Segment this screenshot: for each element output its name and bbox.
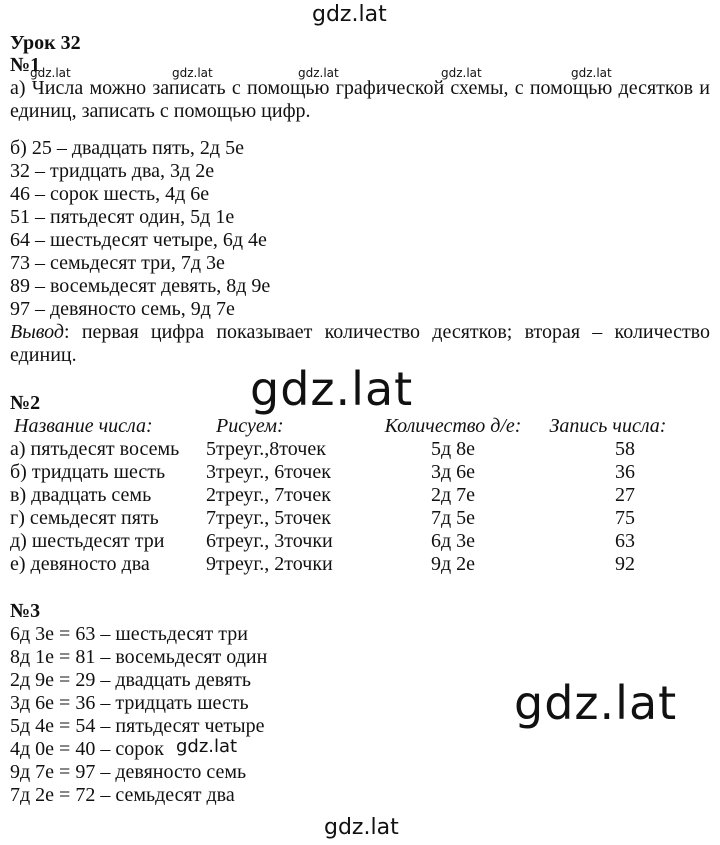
watermark-small-3: gdz.lat xyxy=(298,66,339,80)
task1-line: 32 – тридцать два, 3д 2е xyxy=(10,160,215,182)
cell-number: 27 xyxy=(615,484,635,506)
watermark-large-1: gdz.lat xyxy=(250,362,414,416)
cell-drawing: 3треуг., 6точек xyxy=(206,461,331,483)
table-row xyxy=(10,530,710,553)
cell-drawing: 7треуг., 5точек xyxy=(206,507,331,529)
cell-number: 58 xyxy=(615,438,635,460)
task3-line: 2д 9е = 29 – двадцать девять xyxy=(10,669,251,691)
cell-tens-units: 6д 3е xyxy=(430,530,476,552)
header-number-name: Название числа: xyxy=(14,415,153,437)
task1-line: 46 – сорок шесть, 4д 6е xyxy=(10,183,210,205)
task1-line: 97 – девяносто семь, 9д 7е xyxy=(10,298,235,320)
task3-line: 5д 4е = 54 – пятьдесят четыре xyxy=(10,715,265,737)
watermark-small-1: gdz.lat xyxy=(30,66,71,80)
table-row xyxy=(10,507,710,530)
cell-name: е) девяносто два xyxy=(10,553,150,575)
task1-line: 73 – семьдесят три, 7д 3е xyxy=(10,252,225,274)
cell-name: г) семьдесят пять xyxy=(10,507,159,529)
task3-line: 6д 3е = 63 – шестьдесят три xyxy=(10,623,248,645)
watermark-small-4: gdz.lat xyxy=(441,66,482,80)
cell-tens-units: 7д 5е xyxy=(430,507,476,529)
watermark-mid: gdz.lat xyxy=(176,736,238,757)
watermark-bottom: gdz.lat xyxy=(324,815,399,840)
table-row xyxy=(10,438,710,461)
task3-line: 3д 6е = 36 – тридцать шесть xyxy=(10,692,249,714)
task2-table-header xyxy=(10,415,710,438)
watermark-small-5: gdz.lat xyxy=(571,66,612,80)
task1-label: №1 xyxy=(10,54,41,76)
cell-number: 75 xyxy=(615,507,635,529)
table-row xyxy=(10,461,710,484)
cell-drawing: 2треуг., 7точек xyxy=(206,484,331,506)
watermark-top: gdz.lat xyxy=(312,2,387,27)
cell-name: д) шестьдесят три xyxy=(10,530,165,552)
watermark-large-2: gdz.lat xyxy=(514,676,678,730)
task1-conclusion-line2: единиц. xyxy=(10,344,77,366)
cell-tens-units: 5д 8е xyxy=(430,438,476,460)
cell-drawing: 6треуг., 3точки xyxy=(206,530,333,552)
watermark-small-2: gdz.lat xyxy=(172,66,213,80)
lesson-title: Урок 32 xyxy=(10,32,81,54)
task3-label: №3 xyxy=(10,600,41,622)
cell-name: б) тридцать шесть xyxy=(10,461,166,483)
task3-line: 8д 1е = 81 – восемьдесят один xyxy=(10,646,268,668)
cell-name: в) двадцать семь xyxy=(10,484,152,506)
header-tens-units: Количество д/е: xyxy=(384,415,522,437)
task1-line: 51 – пятьдесят один, 5д 1е xyxy=(10,206,235,228)
table-row xyxy=(10,484,710,507)
header-number-record: Запись числа: xyxy=(549,415,667,437)
task1-line: 89 – восемьдесят девять, 8д 9е xyxy=(10,275,271,297)
task3-line: 9д 7е = 97 – девяносто семь xyxy=(10,761,247,783)
task3-line: 4д 0е = 40 – сорок xyxy=(10,738,164,760)
conclusion-label: Вывод xyxy=(10,321,65,343)
cell-tens-units: 3д 6е xyxy=(430,461,476,483)
cell-tens-units: 2д 7е xyxy=(430,484,476,506)
task1-a-line2: единиц, записать с помощью цифр. xyxy=(10,100,311,122)
cell-number: 92 xyxy=(615,553,635,575)
cell-number: 63 xyxy=(615,530,635,552)
header-drawing: Рисуем: xyxy=(216,415,284,437)
cell-number: 36 xyxy=(615,461,635,483)
cell-name: а) пятьдесят восемь xyxy=(10,438,180,460)
task1-a-line1: а) Числа можно записать с помощью графической схемы, с помощью десятков и xyxy=(10,77,710,99)
conclusion-text: : первая цифра показывает количество десятков; вторая – количество xyxy=(64,321,710,343)
cell-drawing: 9треуг., 2точки xyxy=(206,553,333,575)
task2-label: №2 xyxy=(10,392,41,414)
table-row xyxy=(10,553,710,576)
task1-conclusion-line1 xyxy=(10,321,710,344)
task1-line: б) 25 – двадцать пять, 2д 5е xyxy=(10,137,244,159)
task3-line: 7д 2е = 72 – семьдесят два xyxy=(10,784,235,806)
task1-line: 64 – шестьдесят четыре, 6д 4е xyxy=(10,229,267,251)
cell-drawing: 5треуг.,8точек xyxy=(206,438,326,460)
cell-tens-units: 9д 2е xyxy=(430,553,476,575)
